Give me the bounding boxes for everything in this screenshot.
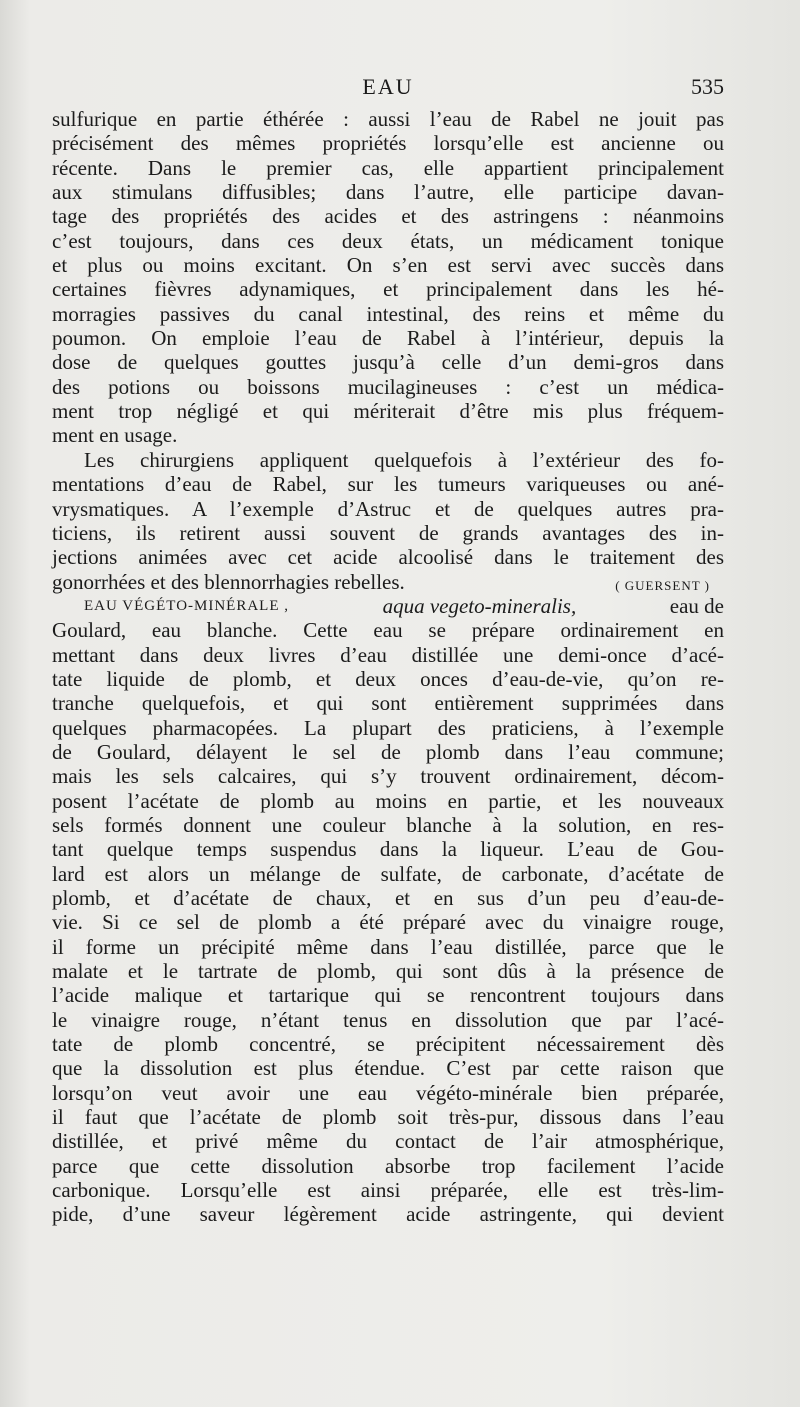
text-line: et plus ou moins excitant. On s’en est servi avec succès dans <box>52 253 724 278</box>
text-line: gonorrhées et des blennorrhagies rebelles. <box>52 569 405 594</box>
text-line: précisément des mêmes propriétés lorsqu’elle est ancienne ou <box>52 131 724 156</box>
text-line: aux stimulans diffusibles; dans l’autre, elle participe davan- <box>52 180 724 205</box>
text-line: distillée, et privé même du contact de l’air atmosphérique, <box>52 1129 724 1154</box>
text-line: parce que cette dissolution absorbe trop facilement l’acide <box>52 1153 724 1178</box>
text-line: de Goulard, délayent le sel de plomb dans l’eau commune; <box>52 739 724 764</box>
text-line: ticiens, ils retirent aussi souvent de grands avantages des in- <box>52 520 724 545</box>
text-line: vrysmatiques. A l’exemple d’Astruc et de quelques autres pra- <box>52 496 724 521</box>
author-attribution: ( GUERSENT ) <box>615 577 710 593</box>
entry-latin-name: aqua vegeto-mineralis, <box>382 593 577 618</box>
text-line: lard est alors un mélange de sulfate, de carbonate, d’acétate de <box>52 861 724 886</box>
text-line-with-author <box>52 570 724 594</box>
text-line: tranche quelquefois, et qui sont entièrement supprimées dans <box>52 691 724 716</box>
text-line: mais les sels calcaires, qui s’y trouvent ordinairement, décom- <box>52 764 724 789</box>
text-line: mentations d’eau de Rabel, sur les tumeurs variqueuses ou ané- <box>52 472 724 497</box>
text-line: le vinaigre rouge, n’étant tenus en dissolution que par l’acé- <box>52 1007 724 1032</box>
body-text <box>52 107 724 1227</box>
text-line: ment en usage. <box>52 423 178 448</box>
text-line: récente. Dans le premier cas, elle appartient principalement <box>52 155 724 180</box>
text-line: jections animées avec cet acide alcoolisé dans le traitement des <box>52 545 724 570</box>
text-line: lorsqu’on veut avoir une eau végéto-minérale bien préparée, <box>52 1080 724 1105</box>
text-line: l’acide malique et tartarique qui se rencontrent toujours dans <box>52 983 724 1008</box>
text-line: eau de <box>669 593 724 618</box>
running-head <box>52 74 724 104</box>
text-line: c’est toujours, dans ces deux états, un médicament tonique <box>52 228 724 253</box>
text-line: posent l’acétate de plomb au moins en partie, et les nouveaux <box>52 788 724 813</box>
text-line: tage des propriétés des acides et des astringens : néanmoins <box>52 204 724 229</box>
text-line: Les chirurgiens appliquent quelquefois à l’extérieur des fo- <box>84 447 724 472</box>
text-line: mettant dans deux livres d’eau distillée une demi-once d’acé- <box>52 642 724 667</box>
text-line: morragies passives du canal intestinal, des reins et même du <box>52 301 724 326</box>
text-line: sels formés donnent une couleur blanche à la solution, en res- <box>52 812 724 837</box>
text-line: tant quelque temps suspendus dans la liqueur. L’eau de Gou- <box>52 837 724 862</box>
page-number: 535 <box>691 74 724 99</box>
running-head-title: EAU <box>362 74 414 99</box>
text-line: malate et le tartrate de plomb, qui sont dûs à la présence de <box>52 959 724 984</box>
text-line: poumon. On emploie l’eau de Rabel à l’intérieur, depuis la <box>52 326 724 351</box>
text-line: pide, d’une saveur légèrement acide astringente, qui devient <box>52 1202 724 1227</box>
text-line: quelques pharmacopées. La plupart des praticiens, à l’exemple <box>52 715 724 740</box>
text-line: ment trop négligé et qui mériterait d’être mis plus fréquem- <box>52 399 724 424</box>
text-line: dose de quelques gouttes jusqu’à celle d’un demi-gros dans <box>52 350 724 375</box>
text-line: il faut que l’acétate de plomb soit très-pur, dissous dans l’eau <box>52 1105 724 1130</box>
text-line: carbonique. Lorsqu’elle est ainsi préparée, elle est très-lim- <box>52 1178 724 1203</box>
text-line: que la dissolution est plus étendue. C’est par cette raison que <box>52 1056 724 1081</box>
text-line: sulfurique en partie éthérée : aussi l’eau de Rabel ne jouit pas <box>52 107 724 131</box>
text-line: il forme un précipité même dans l’eau distillée, parce que le <box>52 934 724 959</box>
text-line: vie. Si ce sel de plomb a été préparé avec du vinaigre rouge, <box>52 910 724 935</box>
text-line: tate liquide de plomb, et deux onces d’eau-de-vie, qu’on re- <box>52 666 724 691</box>
text-line: tate de plomb concentré, se précipitent nécessairement dès <box>52 1032 724 1057</box>
entry-heading: EAU VÉGÉTO-MINÉRALE , <box>84 597 290 614</box>
text-line: des potions ou boissons mucilagineuses : c’est un médica- <box>52 374 724 399</box>
text-line: Goulard, eau blanche. Cette eau se prépare ordinairement en <box>52 618 724 643</box>
text-line: certaines fièvres adynamiques, et principalement dans les hé- <box>52 277 724 302</box>
text-line: plomb, et d’acétate de chaux, et en sus d’un peu d’eau-de- <box>52 886 724 910</box>
